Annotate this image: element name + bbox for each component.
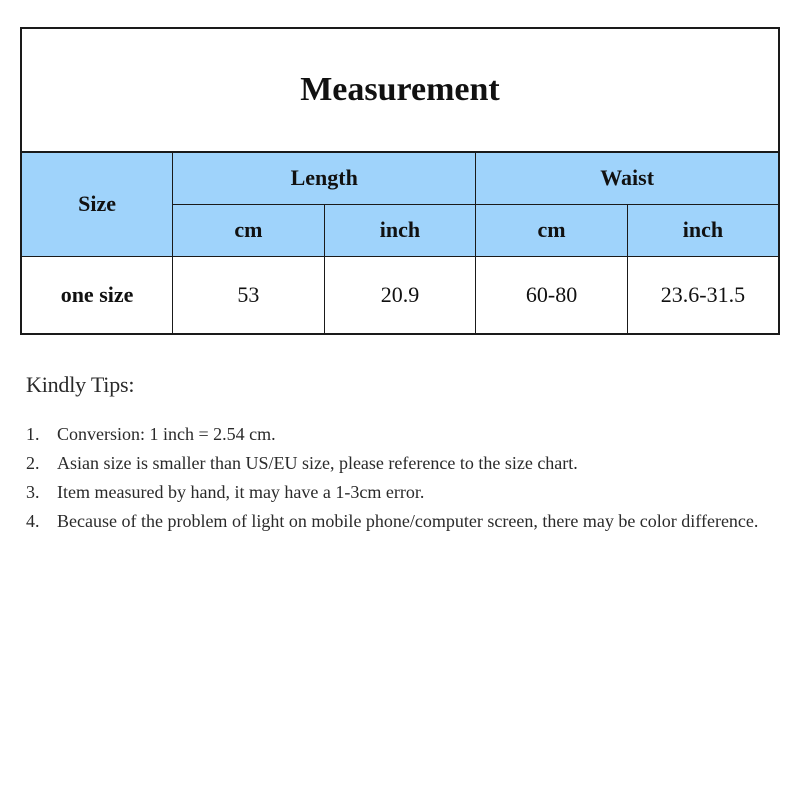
length-inch-cell: 20.9 — [324, 256, 476, 334]
length-cm-cell: 53 — [173, 256, 325, 334]
tip-text: Conversion: 1 inch = 2.54 cm. — [57, 424, 276, 444]
tip-number: 1. — [26, 424, 40, 444]
waist-inch-cell: 23.6-31.5 — [627, 256, 779, 334]
tip-number: 3. — [26, 482, 40, 502]
tips-title: Kindly Tips: — [26, 372, 135, 397]
waist-column-header: Waist — [476, 152, 779, 204]
length-cm-header: cm — [173, 204, 325, 256]
waist-inch-header: inch — [627, 204, 779, 256]
kindly-tips-section — [26, 372, 766, 536]
tip-text: Asian size is smaller than US/EU size, please reference to the size chart. — [57, 453, 578, 473]
tip-text: Item measured by hand, it may have a 1-3cm error. — [57, 482, 425, 502]
list-item — [26, 478, 766, 507]
waist-cm-cell: 60-80 — [476, 256, 628, 334]
size-cell: one size — [21, 256, 173, 334]
table-row — [21, 256, 779, 334]
size-column-header: Size — [21, 152, 173, 256]
list-item — [26, 420, 766, 449]
header-row-top — [21, 152, 779, 204]
waist-cm-header: cm — [476, 204, 628, 256]
tip-number: 2. — [26, 453, 40, 473]
tip-number: 4. — [26, 511, 40, 531]
tips-list — [26, 420, 766, 536]
chart-title: Measurement — [21, 28, 779, 152]
title-row — [21, 28, 779, 152]
list-item — [26, 449, 766, 478]
size-chart-table — [20, 27, 780, 335]
list-item — [26, 507, 766, 536]
length-column-header: Length — [173, 152, 476, 204]
tip-text: Because of the problem of light on mobile phone/computer screen, there may be color difference. — [57, 511, 759, 531]
length-inch-header: inch — [324, 204, 476, 256]
